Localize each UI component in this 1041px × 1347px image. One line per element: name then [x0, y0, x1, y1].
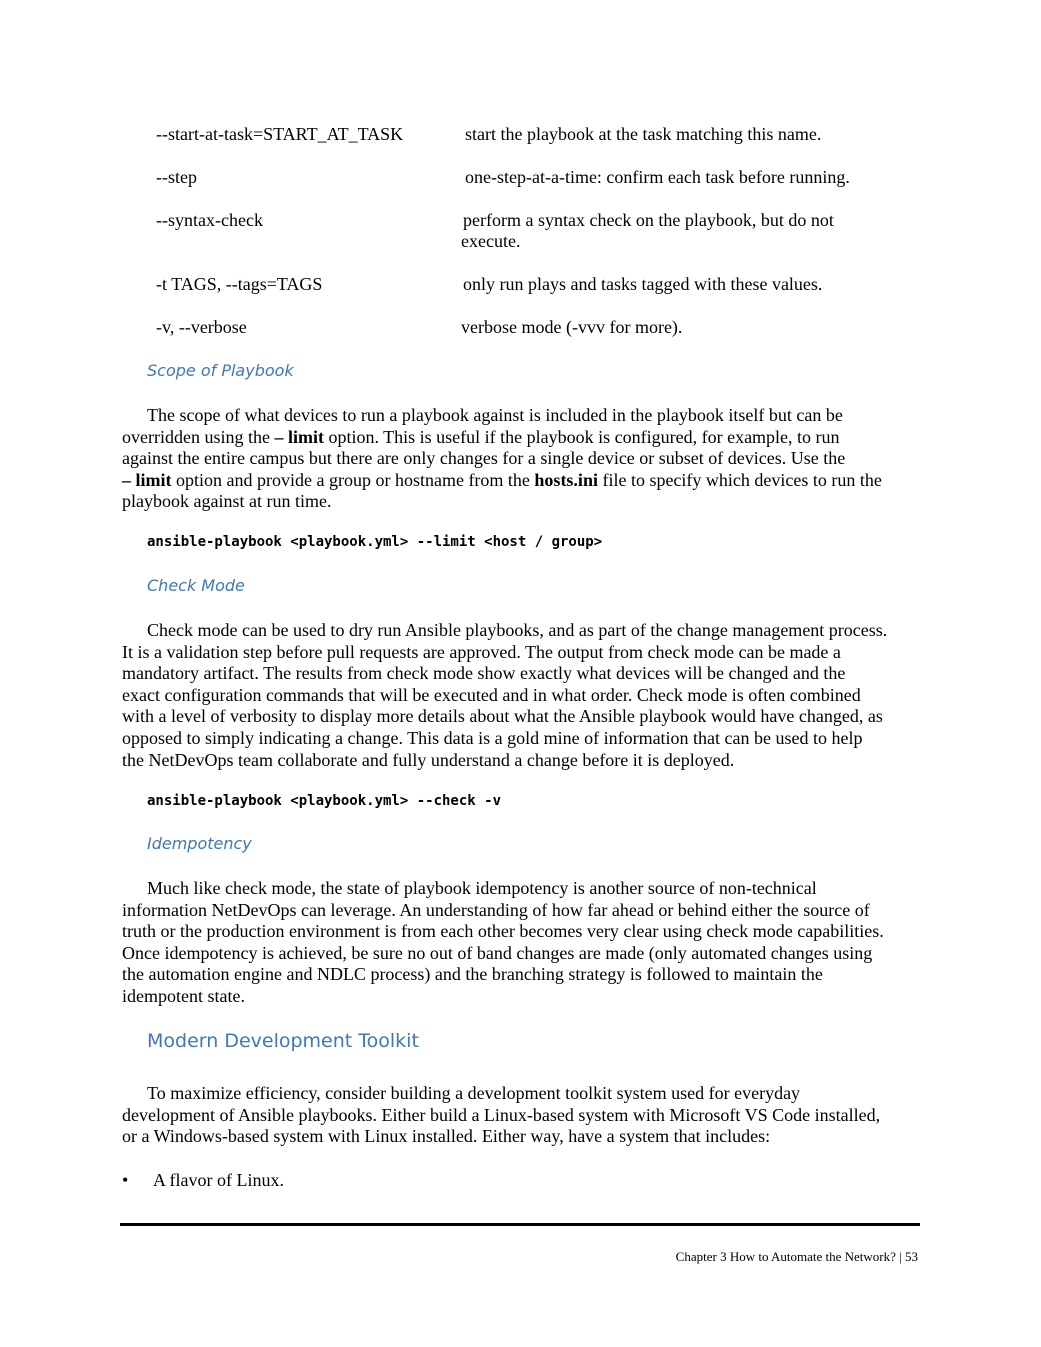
hosts-ini-text: hosts.ini [534, 469, 598, 490]
option-name: -t TAGS, --tags=TAGS [156, 274, 323, 294]
option-description: one-step-at-a-time: confirm each task before running. [465, 167, 850, 187]
text-line: Once idempotency is achieved, be sure no out of band changes are made (only automated changes using [122, 942, 873, 963]
option-description: start the playbook at the task matching this name. [465, 124, 822, 144]
option-description: only run plays and tasks tagged with these values. [463, 274, 823, 294]
paragraph-check-mode [122, 620, 922, 771]
text-line: the NetDevOps team collaborate and fully understand a change before it is deployed. [122, 749, 735, 770]
text-line: or a Windows-based system with Linux installed. Either way, have a system that includes: [122, 1126, 771, 1147]
paragraph-scope [122, 405, 922, 513]
subheading-check-mode: Check Mode [147, 576, 245, 595]
text-line: idempotent state. [122, 985, 245, 1006]
text-line: To maximize efficiency, consider building a development toolkit system used for everyday [147, 1083, 801, 1103]
option-name: --start-at-task=START_AT_TASK [156, 124, 404, 144]
text-line: The scope of what devices to run a playbook against is included in the playbook itself but can be [147, 405, 843, 425]
option-name: -v, --verbose [156, 317, 247, 337]
limit-option-text: – limit [122, 469, 172, 490]
limit-option-text: – limit [274, 426, 324, 447]
bullet-icon: • [122, 1170, 129, 1190]
heading-modern-development-toolkit: Modern Development Toolkit [147, 1030, 419, 1052]
text-line: information NetDevOps can leverage. An understanding of how far ahead or behind either the source of [122, 899, 870, 920]
text-line: It is a validation step before pull requests are approved. The output from check mode can be made a [122, 641, 841, 662]
list-item-text: A flavor of Linux. [153, 1170, 284, 1190]
option-name: --syntax-check [156, 210, 263, 230]
subheading-idempotency: Idempotency [147, 834, 252, 853]
option-description: verbose mode (-vvv for more). [461, 317, 683, 337]
text-line: truth or the production environment is from each other becomes very clear using check mode capabilities. [122, 921, 884, 942]
text-line: overridden using the – limit option. This is useful if the playbook is configured, for example, to run [122, 426, 840, 447]
paragraph-toolkit [122, 1083, 922, 1148]
option-description: perform a syntax check on the playbook, but do not [463, 210, 834, 230]
text-line: – limit option and provide a group or hostname from the hosts.ini file to specify which devices to run the [122, 469, 882, 490]
text-line: development of Ansible playbooks. Either build a Linux-based system with Microsoft VS Code installed, [122, 1104, 881, 1125]
page-footer: Chapter 3 How to Automate the Network? | 53 [675, 1249, 918, 1264]
option-name: --step [156, 167, 197, 187]
text-line: with a level of verbosity to display more details about what the Ansible playbook would have changed, as [122, 706, 883, 727]
option-description-continued: execute. [461, 231, 521, 251]
footer-divider [120, 1223, 920, 1226]
text-line: mandatory artifact. The results from check mode show exactly what devices will be changed and the [122, 663, 846, 684]
text-line: opposed to simply indicating a change. This data is a gold mine of information that can be used to help [122, 727, 863, 748]
code-limit-command: ansible-playbook <playbook.yml> --limit <host / group> [147, 534, 603, 550]
code-check-command: ansible-playbook <playbook.yml> --check -v [147, 793, 502, 809]
text-line: the automation engine and NDLC process) and the branching strategy is followed to maintain the [122, 964, 823, 985]
text-line: playbook against at run time. [122, 491, 332, 512]
text-line: Check mode can be used to dry run Ansible playbooks, and as part of the change management process. [147, 620, 888, 640]
text-line: against the entire campus but there are only changes for a single device or subset of devices. Use the [122, 448, 846, 469]
subheading-scope-of-playbook: Scope of Playbook [147, 361, 294, 380]
text-line: Much like check mode, the state of playbook idempotency is another source of non-technical [147, 878, 817, 898]
paragraph-idempotency [122, 878, 922, 1008]
text-line: exact configuration commands that will be executed and in what order. Check mode is often combined [122, 684, 861, 705]
